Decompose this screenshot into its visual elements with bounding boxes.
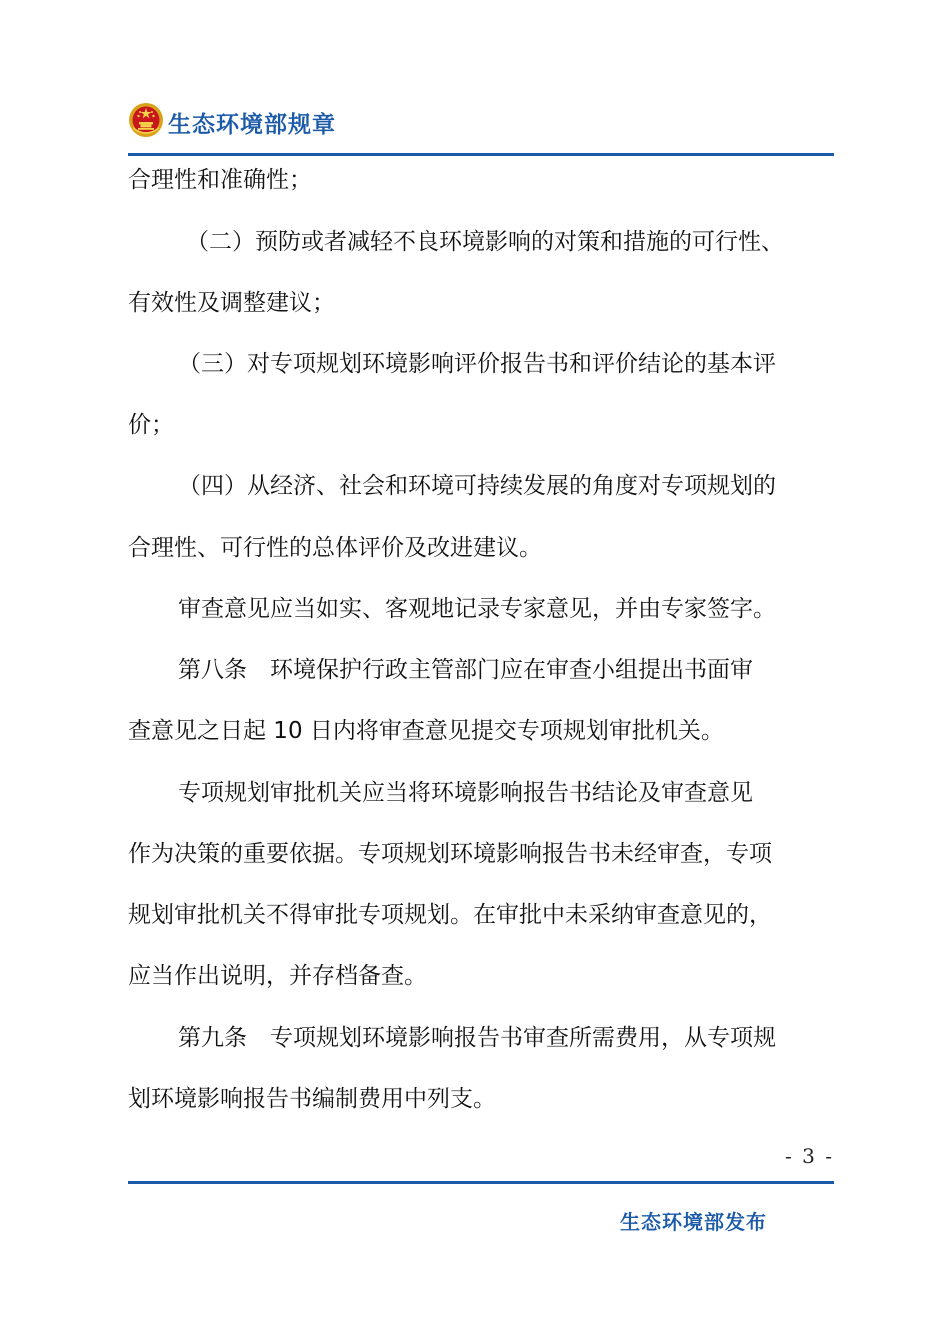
text-line: 合理性和准确性； [128, 167, 312, 193]
text-line: 第八条 环境保护行政主管部门应在审查小组提出书面审 [178, 657, 753, 683]
text-line: 价； [128, 412, 174, 438]
text-line: 合理性、可行性的总体评价及改进建议。 [128, 535, 542, 561]
text-line: 有效性及调整建议； [128, 290, 335, 316]
page-number: - 3 - [785, 1144, 834, 1168]
footer-divider [128, 1181, 834, 1184]
header-divider [128, 153, 834, 156]
text-line: 审查意见应当如实、客观地记录专家意见，并由专家签字。 [178, 596, 776, 622]
footer-publisher: 生态环境部发布 [620, 1210, 767, 1234]
text-line: （三）对专项规划环境影响评价报告书和评价结论的基本评 [178, 351, 776, 377]
text-line: （二）预防或者减轻不良环境影响的对策和措施的可行性、 [186, 229, 784, 255]
document-header [128, 100, 834, 144]
header-title: 生态环境部规章 [168, 112, 336, 138]
text-line: 应当作出说明，并存档备查。 [128, 963, 427, 989]
text-line: 规划审批机关不得审批专项规划。在审批中未采纳审查意见的， [128, 902, 772, 928]
national-emblem-icon [128, 102, 164, 138]
text-line: （四）从经济、社会和环境可持续发展的角度对专项规划的 [178, 473, 776, 499]
text-line: 划环境影响报告书编制费用中列支。 [128, 1086, 496, 1112]
text-line: 查意见之日起 10 日内将审查意见提交专项规划审批机关。 [128, 718, 724, 744]
text-line: 专项规划审批机关应当将环境影响报告书结论及审查意见 [178, 780, 753, 806]
text-line: 作为决策的重要依据。专项规划环境影响报告书未经审查，专项 [128, 841, 772, 867]
text-line: 第九条 专项规划环境影响报告书审查所需费用，从专项规 [178, 1025, 776, 1051]
